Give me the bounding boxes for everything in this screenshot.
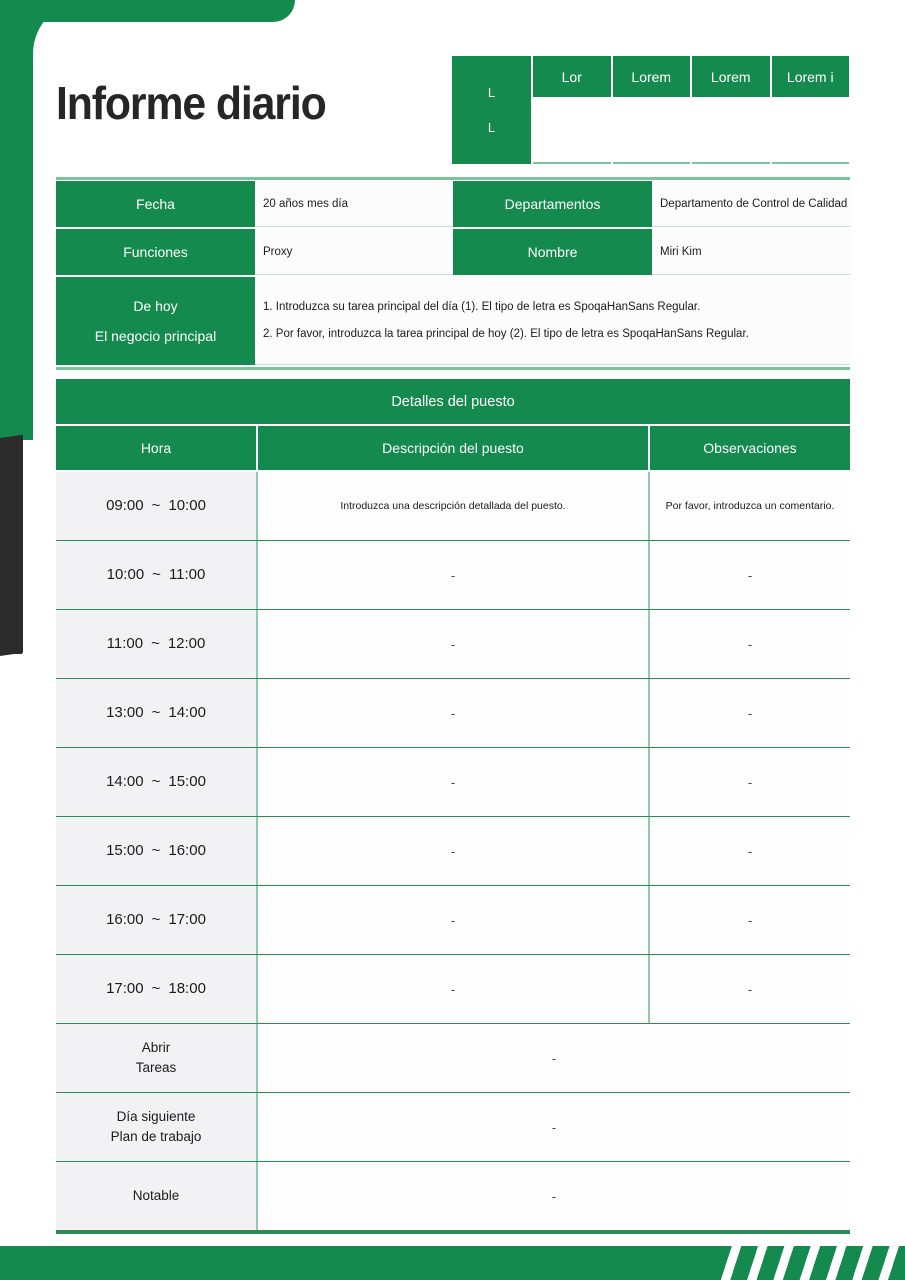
table-row (56, 472, 850, 541)
approval-table (452, 56, 849, 164)
job-details-section-title: Detalles del puesto (56, 379, 850, 426)
time-start: 17:00 (106, 979, 144, 997)
job-details-bottom-rule (56, 1231, 850, 1234)
table-row (56, 955, 850, 1024)
info-value-departamentos[interactable]: Departamento de Control de Calidad (652, 181, 850, 227)
cell-time (56, 817, 256, 885)
info-row-role (56, 229, 850, 277)
summary-row-label (56, 1024, 256, 1092)
info-label-funciones: Funciones (56, 229, 255, 275)
summary-row (56, 1093, 850, 1162)
time-separator: ~ (152, 565, 161, 583)
approval-side-label-line2: L (487, 120, 496, 135)
approval-column (690, 56, 770, 164)
cell-observations[interactable]: - (648, 955, 850, 1023)
info-label-main-task (56, 277, 255, 365)
table-row (56, 610, 850, 679)
cell-description[interactable]: - (256, 955, 648, 1023)
time-end: 12:00 (167, 634, 206, 652)
time-start: 09:00 (106, 496, 144, 514)
cell-time (56, 472, 256, 540)
table-row (56, 748, 850, 817)
column-header-observaciones: Observaciones (648, 426, 850, 470)
info-table-top-rule (56, 177, 850, 180)
cell-observations[interactable]: - (648, 541, 850, 609)
info-value-funciones[interactable]: Proxy (255, 229, 453, 275)
time-separator: ~ (151, 772, 161, 790)
cell-time (56, 955, 256, 1023)
time-separator: ~ (151, 979, 161, 997)
cell-description[interactable]: Introduzca una descripción detallada del puesto. (256, 472, 648, 540)
cell-observations[interactable]: - (648, 886, 850, 954)
info-table-bottom-rule (56, 367, 850, 370)
time-end: 15:00 (168, 772, 206, 790)
time-start: 14:00 (106, 772, 144, 790)
summary-label-line2: Plan de trabajo (110, 1129, 202, 1144)
time-separator: ~ (151, 910, 161, 928)
time-start: 11:00 (106, 634, 144, 652)
info-label-main-task-line1: De hoy (133, 298, 178, 314)
summary-row-label (56, 1093, 256, 1161)
info-label-nombre: Nombre (453, 229, 652, 275)
cell-time (56, 541, 256, 609)
approval-signature-field[interactable] (533, 99, 611, 164)
document-header (0, 0, 905, 175)
time-end: 14:00 (168, 703, 206, 721)
cell-description[interactable]: - (256, 748, 648, 816)
cell-observations[interactable]: Por favor, introduzca un comentario. (648, 472, 850, 540)
cell-time (56, 679, 256, 747)
summary-label-line1: Día siguiente (116, 1109, 196, 1125)
summary-row (56, 1162, 850, 1231)
cell-time (56, 610, 256, 678)
approval-column (531, 56, 611, 164)
time-start: 16:00 (106, 910, 144, 928)
main-task-line-2: 2. Por favor, introduzca la tarea principal de hoy (2). El tipo de letra es SpoqaHanSans Regular. (263, 327, 749, 340)
approval-column (770, 56, 850, 164)
summary-label-line2: Tareas (135, 1060, 177, 1075)
summary-row-value[interactable]: - (256, 1093, 850, 1161)
table-row (56, 817, 850, 886)
cell-description[interactable]: - (256, 541, 648, 609)
cell-description[interactable]: - (256, 679, 648, 747)
approval-side-label-line1: L (487, 85, 496, 100)
approval-column-header: Lorem i (772, 56, 850, 99)
cell-time (56, 748, 256, 816)
time-start: 10:00 (106, 565, 145, 583)
summary-label-line1: Notable (132, 1188, 180, 1204)
cell-description[interactable]: - (256, 817, 648, 885)
info-label-departamentos: Departamentos (453, 181, 652, 227)
summary-label-line1: Abrir (141, 1040, 171, 1056)
cell-description[interactable]: - (256, 886, 648, 954)
approval-column-header: Lorem (613, 56, 691, 99)
approval-signature-field[interactable] (772, 99, 850, 164)
info-value-main-task[interactable] (255, 277, 850, 365)
summary-row-value[interactable]: - (256, 1024, 850, 1092)
time-start: 15:00 (106, 841, 144, 859)
approval-signature-field[interactable] (692, 99, 770, 164)
table-row (56, 541, 850, 610)
cell-observations[interactable]: - (648, 748, 850, 816)
summary-row-value[interactable]: - (256, 1162, 850, 1230)
page-title: Informe diario (56, 77, 326, 129)
cell-observations[interactable]: - (648, 679, 850, 747)
info-value-fecha[interactable]: 20 años mes día (255, 181, 453, 227)
column-header-descripcion: Descripción del puesto (256, 426, 648, 470)
approval-column (611, 56, 691, 164)
time-end: 16:00 (168, 841, 206, 859)
summary-row-label (56, 1162, 256, 1230)
approval-columns (531, 56, 849, 164)
job-details-body (56, 472, 850, 1231)
info-value-nombre[interactable]: Miri Kim (652, 229, 850, 275)
column-header-hora: Hora (56, 426, 256, 470)
job-details-header-row (56, 426, 850, 472)
time-end: 18:00 (168, 979, 206, 997)
time-start: 13:00 (106, 703, 144, 721)
info-label-main-task-line2: El negocio principal (94, 328, 217, 344)
cell-description[interactable]: - (256, 610, 648, 678)
approval-column-header: Lor (533, 56, 611, 99)
info-table (56, 181, 850, 367)
time-end: 10:00 (168, 496, 206, 514)
info-row-main-task (56, 277, 850, 367)
main-task-line-1: 1. Introduzca su tarea principal del día (1). El tipo de letra es SpoqaHanSans Regular. (263, 300, 701, 313)
approval-signature-field[interactable] (613, 99, 691, 164)
summary-row (56, 1024, 850, 1093)
cell-observations[interactable]: - (648, 817, 850, 885)
time-end: 11:00 (168, 565, 206, 583)
info-row-date (56, 181, 850, 229)
cell-time (56, 886, 256, 954)
table-row (56, 886, 850, 955)
info-label-fecha: Fecha (56, 181, 255, 227)
approval-side-label (452, 56, 531, 164)
time-end: 17:00 (168, 910, 206, 928)
table-row (56, 679, 850, 748)
time-separator: ~ (151, 703, 161, 721)
time-separator: ~ (151, 496, 161, 514)
job-details-table (56, 379, 850, 1234)
cell-observations[interactable]: - (648, 610, 850, 678)
time-separator: ~ (151, 841, 161, 859)
approval-column-header: Lorem (692, 56, 770, 99)
time-separator: ~ (151, 634, 160, 652)
